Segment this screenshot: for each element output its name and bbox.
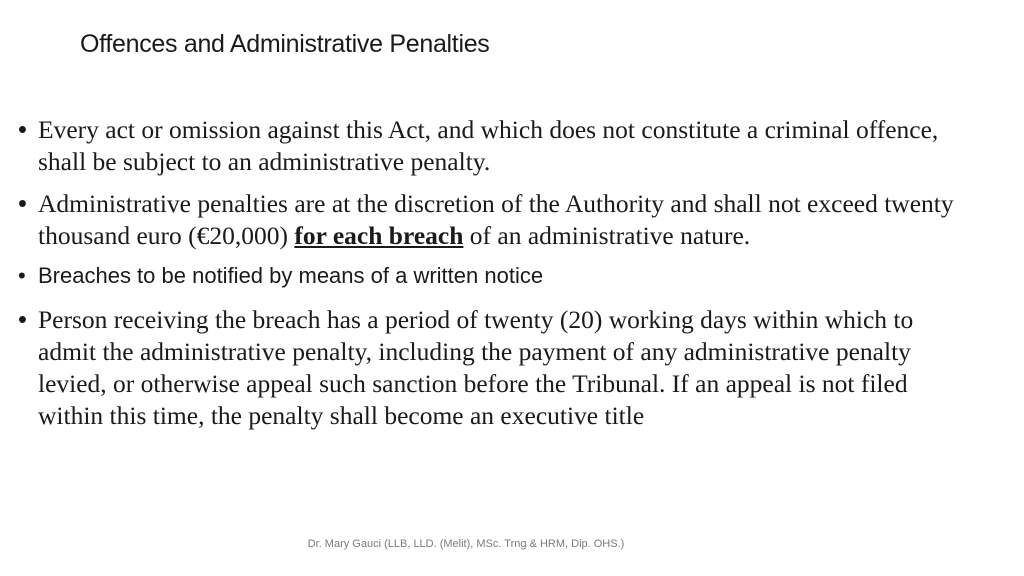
bullet-text-after: of an administrative nature. [463, 221, 751, 250]
bullet-item-4 [18, 304, 968, 432]
slide-title: Offences and Administrative Penalties [80, 30, 490, 58]
bullet-list [18, 114, 968, 432]
bullet-text-before: Administrative penalties are at the discretion of the Authority and shall not exceed twenty thousand euro (€20,000) [38, 189, 954, 250]
bullet-text: Every act or omission against this Act, and which does not constitute a criminal offence, shall be subject to an administrative penalty. [38, 115, 939, 176]
bullet-item-2 [18, 188, 968, 252]
bullet-item-3 [18, 260, 968, 292]
footer-credit: Dr. Mary Gauci (LLB, LLD. (Melit), MSc. Trng & HRM, Dip. OHS.) [307, 538, 625, 550]
bullet-marker: • [18, 263, 26, 288]
bullet-text: Person receiving the breach has a period of twenty (20) working days within which to admit the administrative penalty, including the payment of any administrative penalty levied, or otherwise appeal such sanction before the Tribunal. If an appeal is not filed within this time, the penalty shall become an executive title [38, 305, 914, 430]
bullet-item-1 [18, 114, 968, 178]
bullet-text [38, 189, 954, 250]
bullet-marker: • [18, 306, 27, 334]
bullet-marker: • [18, 116, 27, 144]
bullet-text: Breaches to be notified by means of a written notice [38, 263, 544, 288]
bullet-marker: • [18, 190, 27, 218]
emphasis-text: for each breach [294, 221, 464, 250]
